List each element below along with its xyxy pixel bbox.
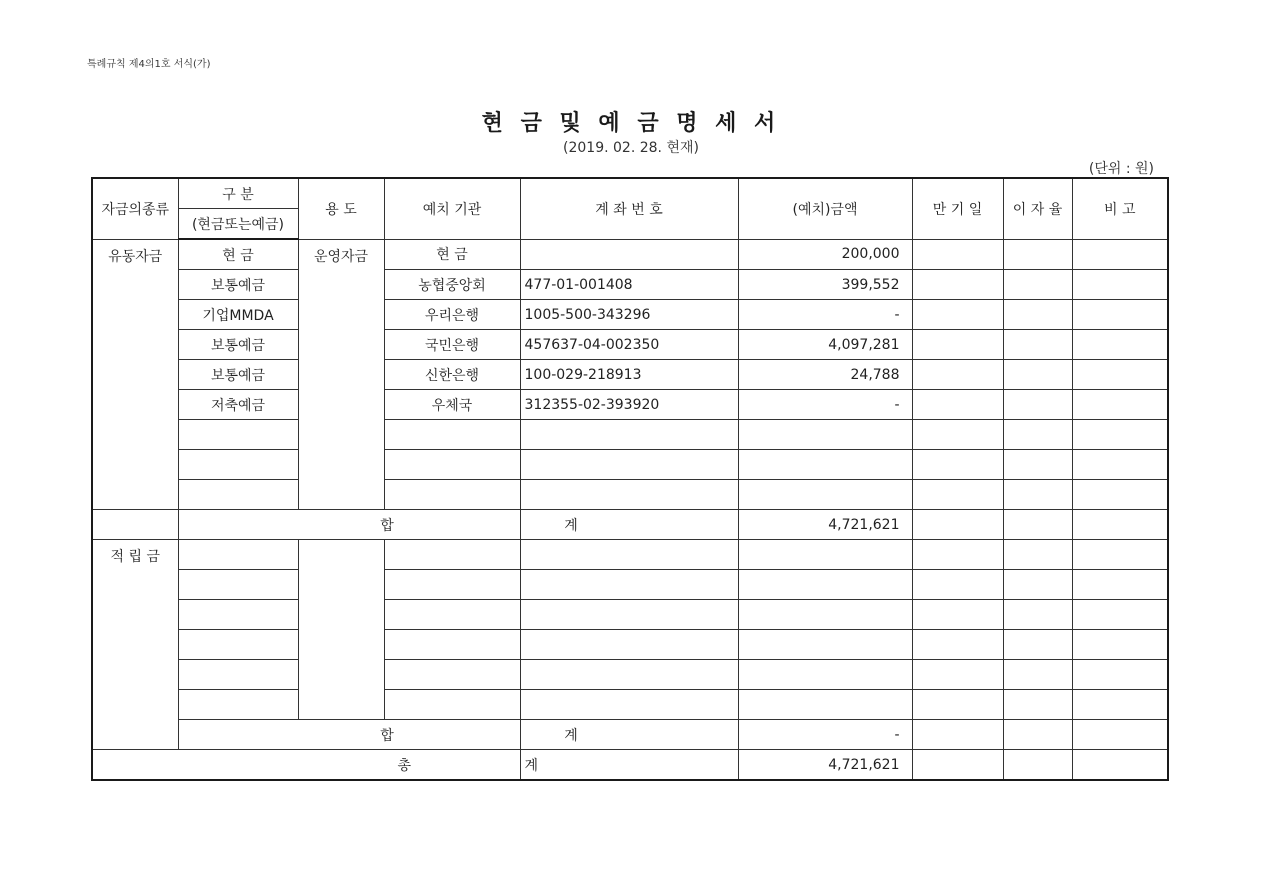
grand-total-label-right: 계 — [520, 750, 738, 781]
category-cell: 보통예금 — [178, 270, 298, 300]
category-cell: 보통예금 — [178, 330, 298, 360]
header-category: 구 분 — [178, 178, 298, 209]
bank-cell: 국민은행 — [384, 330, 520, 360]
header-account: 계 좌 번 호 — [520, 178, 738, 239]
reserve-subtotal-row — [92, 720, 1168, 750]
empty-row — [92, 690, 1168, 720]
empty-row — [92, 450, 1168, 480]
form-code: 특례규칙 제4의1호 서식(가) — [87, 59, 211, 70]
subtotal-label-left: 합 — [178, 510, 520, 540]
usage-operating: 운영자금 — [298, 239, 384, 510]
current-subtotal-row — [92, 510, 1168, 540]
table-row — [92, 330, 1168, 360]
account-cell — [520, 239, 738, 270]
header-interest: 이 자 율 — [1003, 178, 1072, 239]
grand-total-amount: 4,721,621 — [738, 750, 912, 781]
category-cell: 현 금 — [178, 239, 298, 270]
category-cell: 보통예금 — [178, 360, 298, 390]
cash-deposit-table — [91, 177, 1169, 781]
bank-cell: 신한은행 — [384, 360, 520, 390]
header-amount: (예치)금액 — [738, 178, 912, 239]
account-cell: 100-029-218913 — [520, 360, 738, 390]
empty-row — [92, 630, 1168, 660]
grand-total-label-left: 총 — [92, 750, 520, 781]
unit-label: (단위 : 원) — [1088, 161, 1154, 177]
document-title: 현 금 및 예 금 명 세 서 — [481, 111, 781, 136]
bank-cell: 우체국 — [384, 390, 520, 420]
header-usage: 용 도 — [298, 178, 384, 239]
category-cell: 저축예금 — [178, 390, 298, 420]
subtotal-label-left: 합 — [178, 720, 520, 750]
account-cell: 1005-500-343296 — [520, 300, 738, 330]
amount-cell: 24,788 — [738, 360, 912, 390]
empty-row — [92, 600, 1168, 630]
empty-row — [92, 660, 1168, 690]
table-row — [92, 540, 1168, 570]
amount-cell: 4,097,281 — [738, 330, 912, 360]
account-cell: 312355-02-393920 — [520, 390, 738, 420]
as-of-date: (2019. 02. 28. 현재) — [563, 140, 699, 156]
amount-cell: - — [738, 300, 912, 330]
header-maturity: 만 기 일 — [912, 178, 1003, 239]
account-cell: 457637-04-002350 — [520, 330, 738, 360]
header-category-sub: (현금또는예금) — [178, 209, 298, 240]
fund-type-reserve: 적 립 금 — [92, 540, 178, 750]
table-row — [92, 270, 1168, 300]
empty-row — [92, 570, 1168, 600]
bank-cell: 현 금 — [384, 239, 520, 270]
bank-cell: 농협중앙회 — [384, 270, 520, 300]
subtotal-amount: - — [738, 720, 912, 750]
amount-cell: - — [738, 390, 912, 420]
table-row — [92, 300, 1168, 330]
subtotal-label-right: 계 — [520, 720, 738, 750]
table-row — [92, 390, 1168, 420]
account-cell: 477-01-001408 — [520, 270, 738, 300]
bank-cell: 우리은행 — [384, 300, 520, 330]
usage-reserve — [298, 540, 384, 720]
empty-row — [92, 420, 1168, 450]
header-row — [92, 178, 1168, 209]
subtotal-amount: 4,721,621 — [738, 510, 912, 540]
table-row — [92, 360, 1168, 390]
category-cell: 기업MMDA — [178, 300, 298, 330]
header-bank: 예치 기관 — [384, 178, 520, 239]
amount-cell: 200,000 — [738, 239, 912, 270]
grand-total-row — [92, 750, 1168, 781]
table-row — [92, 239, 1168, 270]
fund-type-current: 유동자금 — [92, 239, 178, 510]
subtotal-label-right: 계 — [520, 510, 738, 540]
empty-row — [92, 480, 1168, 510]
header-fund-type: 자금의종류 — [92, 178, 178, 239]
amount-cell: 399,552 — [738, 270, 912, 300]
header-note: 비 고 — [1072, 178, 1168, 239]
